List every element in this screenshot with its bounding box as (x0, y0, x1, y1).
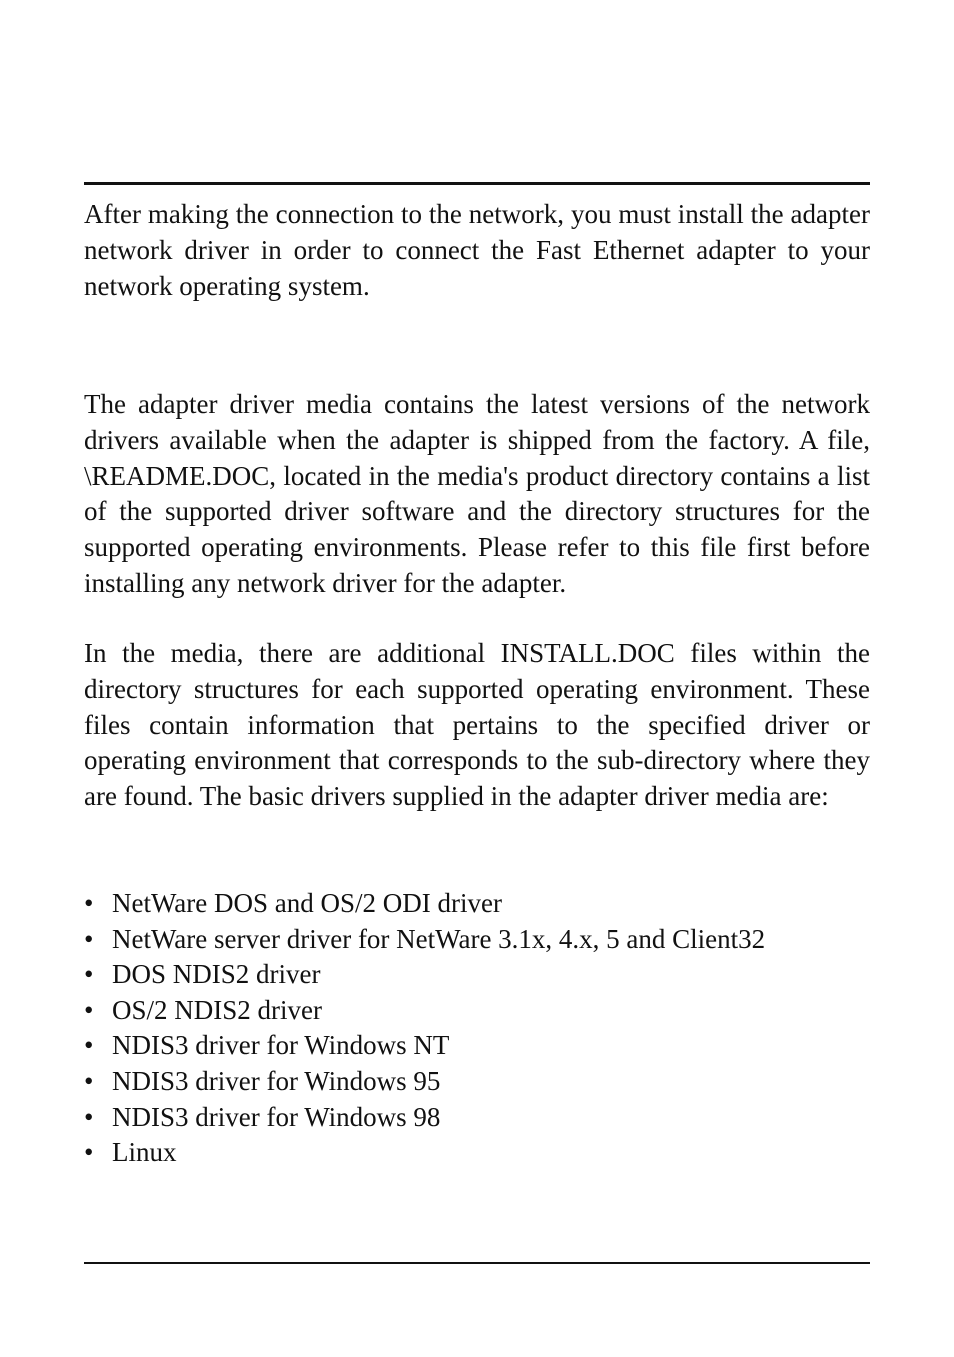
intro-paragraph: After making the connection to the network, you must install the adapter network driver in order to connect the Fast Ethernet adapter to your network operating system. (84, 199, 870, 301)
bullet-icon: • (84, 888, 94, 918)
top-divider (84, 182, 870, 185)
list-item (84, 1064, 870, 1100)
bullet-icon: • (84, 994, 94, 1025)
list-item (84, 1100, 870, 1136)
driver-label: NetWare DOS and OS/2 ODI driver (112, 888, 502, 918)
driver-label: NDIS3 driver for Windows NT (112, 1030, 450, 1061)
list-item (84, 957, 870, 993)
driver-label: NDIS3 driver for Windows 98 (112, 1101, 441, 1132)
bullet-icon: • (84, 959, 94, 990)
driver-media-paragraph: The adapter driver media contains the latest versions of the network drivers available when the adapter is shipped from the factory. A file, \README.DOC, located in the media's product directory contains a list of the supported driver software and the directory structures for the supported operating environments. Please refer to this file first before installing any network driver for the adapter. (84, 389, 870, 598)
list-item (84, 1028, 870, 1064)
bullet-icon: • (84, 1030, 94, 1061)
driver-label: OS/2 NDIS2 driver (112, 994, 322, 1025)
list-item (84, 1135, 870, 1171)
list-item (84, 886, 870, 922)
driver-label: Linux (112, 1137, 177, 1168)
bullet-icon: • (84, 923, 94, 954)
driver-label: NDIS3 driver for Windows 95 (112, 1065, 441, 1096)
bullet-icon: • (84, 1137, 94, 1168)
list-item (84, 922, 870, 958)
driver-list (84, 886, 870, 1171)
bottom-divider (84, 1262, 870, 1264)
install-doc-paragraph: In the media, there are additional INSTALL.DOC files within the directory structures for each supported operating environment. These files contain information that pertains to the specified driver or operating environment that corresponds to the sub-directory where they are found. The basic drivers supplied in the adapter driver media are: (84, 638, 870, 812)
list-item (84, 993, 870, 1029)
bullet-icon: • (84, 1101, 94, 1132)
driver-label: DOS NDIS2 driver (112, 959, 321, 990)
bullet-icon: • (84, 1065, 94, 1096)
driver-label: NetWare server driver for NetWare 3.1x, 4.x, 5 and Client32 (112, 923, 766, 954)
